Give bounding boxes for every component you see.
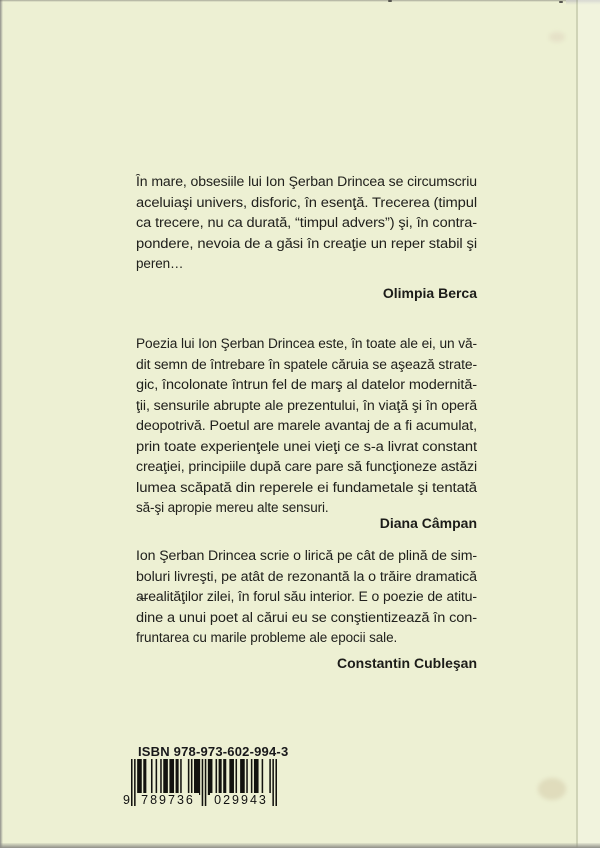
author-attribution: Constantin Cubleşan <box>336 655 477 671</box>
blurb-line: lumea scăpată din reperele ei fundametale şi tentată <box>136 479 477 495</box>
blurb-line: dine a unui poet al cărui eu se conştientizează în con- <box>136 609 478 625</box>
blurb-line: a̶realităţilor zilei, în forul său interior. E o poezie de atitu- <box>136 589 477 604</box>
blurb-line: Ion Şerban Drincea scrie o lirică pe cât de plină de sim- <box>136 548 477 563</box>
blurb-line: Poezia lui Ion Şerban Drincea este, în toate ale ei, un vă- <box>136 336 477 351</box>
blurb-paragraph <box>136 172 477 275</box>
blurb-line: aceluiaşi univers, disforic, în esenţă. Trecerea (timpul <box>136 194 477 210</box>
barcode-digits <box>123 793 291 808</box>
blurb-line: În mare, obsesiile lui Ion Şerban Drincea se circumscriu <box>136 174 477 189</box>
isbn-block <box>123 744 291 824</box>
isbn-label: ISBN 978-973-602-994-3 <box>138 744 289 759</box>
blurb-paragraph <box>136 546 477 649</box>
blurb-line: boluri livreşti, pe atât de rezonantă la o trăire dramatică <box>136 568 478 584</box>
author-attribution: Diana Câmpan <box>379 515 477 531</box>
blurb-paragraph <box>136 334 477 519</box>
barcode-digit-group2: 029943 <box>210 793 272 807</box>
blurb-line: pondere, nevoia de a găsi în creaţie un reper stabil şi <box>136 235 477 251</box>
author-attribution: Olimpia Berca <box>382 285 477 301</box>
blurb-line: fruntarea cu marile probleme ale epocii sale. <box>136 630 398 645</box>
barcode <box>123 759 277 808</box>
blurb-line: deopotrivă. Poetul are marele avantaj de a fi acumulat, <box>136 418 477 433</box>
barcode-digit-first: 9 <box>123 793 130 807</box>
blurb-line: gic, încolonate întrun fel de marş al datelor modernită- <box>136 377 477 392</box>
blurb-line: ca trecere, nu ca durată, “timpul advers”) şi, în contra- <box>136 215 477 230</box>
barcode-digit-group1: 789736 <box>137 793 199 807</box>
blurb-line: prin toate experienţele unei vieţi ce s-a livrat constant <box>136 438 477 454</box>
blurb-line: ţii, sensurile abrupte ale prezentului, în viaţă şi în operă <box>136 397 477 413</box>
blurb-line: să-şi apropie mereu alte sensuri. <box>136 500 329 515</box>
blurb-line: creaţiei, principiile după care pare să funcţioneze astăzi <box>136 459 477 474</box>
blurb-line: peren… <box>136 256 184 271</box>
blurb-line: dit semn de întrebare în spatele căruia se aşează strate- <box>136 356 477 372</box>
